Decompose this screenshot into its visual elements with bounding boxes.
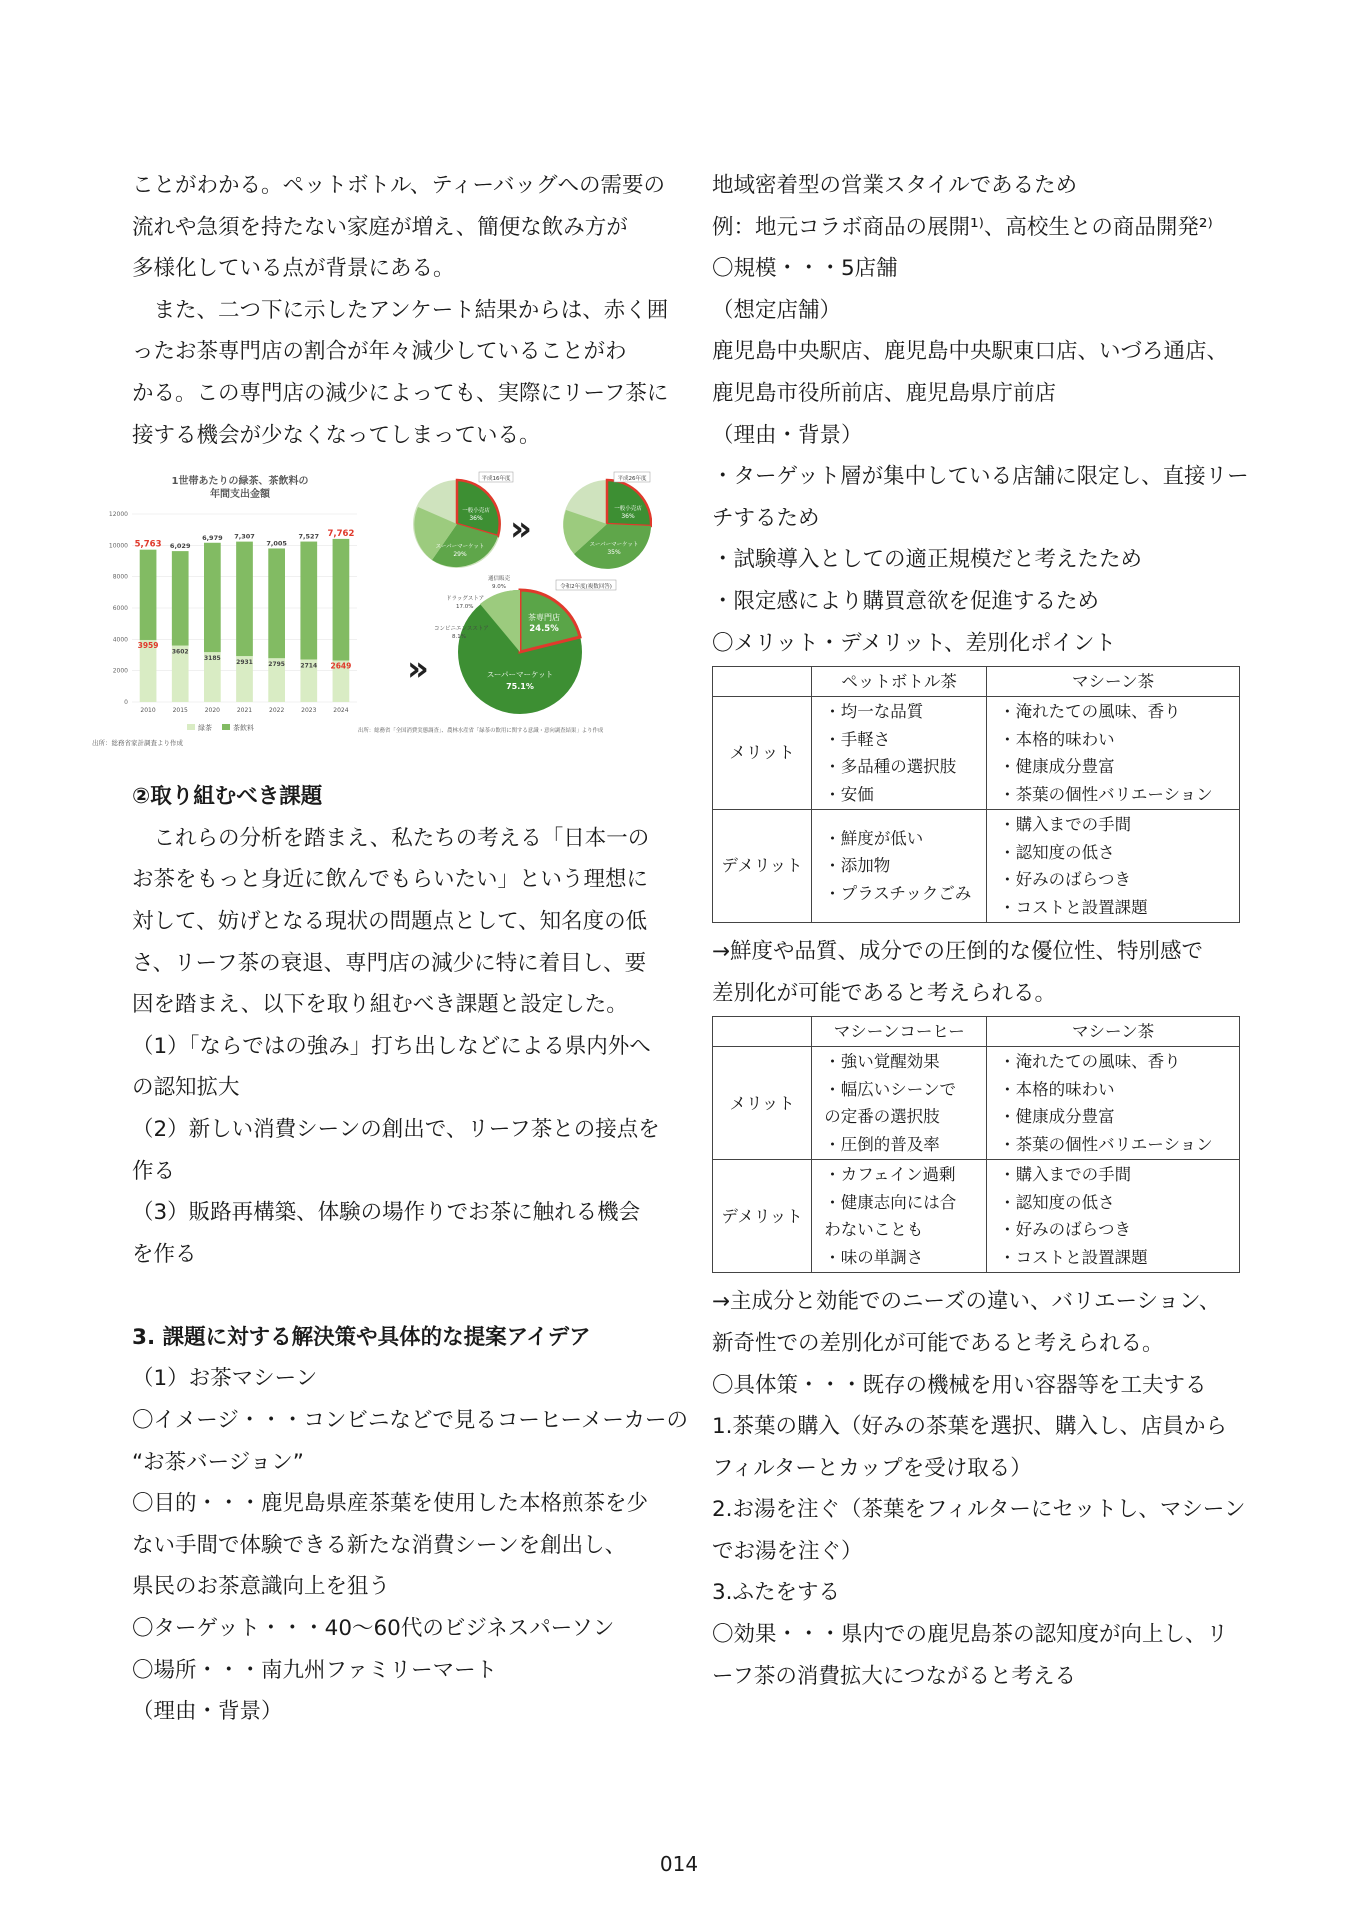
table-cell-item: ・健康志向には合	[824, 1192, 957, 1212]
y-tick-label: 6000	[112, 605, 128, 613]
pie-c-label-specialty-pct: 24.5%	[529, 624, 559, 635]
text-line: 新奇性での差別化が可能であると考えられる。	[712, 1330, 1164, 1356]
x-tick-label: 2021	[236, 707, 253, 715]
bar-tea-drink	[268, 549, 285, 659]
pie-c-label-mail-pct: 9.0%	[492, 584, 506, 591]
text-line: 差別化が可能であると考えられる。	[712, 980, 1057, 1006]
text-line: 地域密着型の営業スタイルであるため	[712, 173, 1078, 198]
page-number: 014	[659, 1852, 699, 1876]
pie-c-label-super: スーパーマーケット	[486, 670, 554, 680]
arrow-b: »	[407, 649, 429, 690]
bar-total-label: 7,005	[266, 539, 287, 548]
y-tick-label: 12000	[108, 511, 128, 519]
table-cell-item: ・鮮度が低い	[824, 828, 924, 848]
table-cell-item: ・味の単調さ	[824, 1247, 924, 1267]
pie-a-label-super: スーパーマーケット	[435, 544, 485, 551]
intro-paragraph	[132, 165, 667, 456]
table-cell-item: ・多品種の選択肢	[824, 757, 957, 777]
section2-heading: ②取り組むべき課題	[132, 784, 323, 810]
text-line: ことがわかる。ペットボトル、ティーバッグへの需要の	[132, 173, 665, 198]
text-line: 1.茶葉の購入（好みの茶葉を選択、購入し、店員から	[712, 1414, 1228, 1440]
pie-a-label-super-pct: 29%	[453, 551, 467, 559]
text-line: 〇ターゲット・・・40～60代のビジネスパーソン	[132, 1616, 615, 1642]
text-line: 因を踏まえ、以下を取り組むべき課題と設定した。	[132, 992, 628, 1018]
text-line: ・ターゲット層が集中している店舗に限定し、直接リー	[712, 464, 1249, 490]
table-cell-item: ・購入までの手間	[999, 815, 1132, 835]
bar-base-label: 2931	[236, 659, 253, 667]
pie-a-label-general-pct: 36%	[469, 515, 483, 523]
table-cell-item: ・均一な品質	[824, 702, 924, 722]
pie-chart-h16	[413, 472, 513, 568]
text-line: 3.ふたをする	[712, 1580, 841, 1606]
right-column	[712, 165, 1249, 1697]
table-cell-item: ・添加物	[824, 856, 891, 876]
table-cell-item: ・コストと設置課題	[999, 1247, 1148, 1267]
table-cell-item: ・強い覚醒効果	[824, 1052, 940, 1072]
legend-label-tea-drink: 茶飲料	[233, 724, 254, 733]
table-cell-item: ・コストと設置課題	[999, 897, 1148, 917]
table-cell-item: ・好みのばらつき	[999, 1220, 1131, 1240]
table2-row-merit: メリット	[713, 1047, 812, 1160]
pie-c-label-specialty: 茶専門店	[528, 613, 560, 623]
table2-row-demerit: デメリット	[713, 1160, 812, 1273]
table-cell-item: わないことも	[824, 1220, 924, 1240]
pie-c-label-mail: 通信販売	[488, 576, 511, 583]
bar-base-label: 3185	[204, 655, 221, 663]
x-tick-label: 2023	[301, 707, 317, 715]
table-cell-item: ・淹れたての風味、香り	[999, 1052, 1181, 1072]
bar-chart-source: 出所：総務省家計調査より作成	[92, 739, 183, 748]
table-cell-item: ・好みのばらつき	[999, 870, 1131, 890]
comparison-table-pet-bottle	[712, 666, 1240, 923]
table2-demerit-col2	[987, 1160, 1240, 1273]
table-cell-item: ・健康成分豊富	[999, 757, 1115, 777]
text-line: チするため	[712, 505, 820, 531]
legend-label-green-tea: 緑茶	[198, 724, 212, 733]
text-line: 流れや急須を持たない家庭が増え、簡便な飲み方が	[132, 214, 628, 240]
text-line: ・試験導入としての適正規模だと考えたため	[712, 547, 1143, 573]
text-line: （1）お茶マシーン	[132, 1366, 318, 1392]
bar-total-label: 6,029	[169, 542, 191, 551]
text-line: 接する機会が少なくなってしまっている。	[132, 422, 541, 448]
bar-total-label: 6,979	[202, 533, 223, 542]
store-details	[712, 165, 1249, 664]
pie-chart-h26	[563, 472, 651, 569]
pie-c-label-conv: コンビニエンスストア	[434, 626, 489, 633]
bar-tea-drink	[300, 542, 317, 660]
section2-body	[132, 818, 667, 1276]
text-line: 多様化している点が背景にある。	[132, 256, 455, 282]
y-tick-label: 0	[124, 699, 128, 707]
text-line: （理由・背景）	[132, 1699, 283, 1725]
bar-base-label: 2795	[268, 661, 285, 669]
table-cell-item: ・認知度の低さ	[999, 1192, 1115, 1212]
text-line: 鹿児島市役所前店、鹿児島県庁前店	[712, 380, 1057, 406]
pie-b-label-super: スーパーマーケット	[589, 542, 639, 549]
text-line: ない手間で体験できる新たな消費シーンを創出し、	[132, 1532, 627, 1558]
text-line: “お茶バージョン”	[132, 1449, 304, 1475]
pie-b-tag: 平成26年度	[617, 476, 647, 483]
table2-demerit-col1	[812, 1160, 987, 1273]
bar-base-label: 3959	[137, 641, 159, 651]
text-line: フィルターとカップを受け取る）	[712, 1455, 1032, 1481]
table2-merit-col2	[987, 1047, 1240, 1160]
text-line: 〇メリット・デメリット、差別化ポイント	[712, 630, 1116, 656]
table1-conclusion	[712, 931, 1240, 1014]
bar-total-label: 5,763	[134, 539, 162, 550]
text-line: 2.お湯を注ぐ（茶葉をフィルターにセットし、マシーン	[712, 1497, 1246, 1523]
x-tick-label: 2010	[140, 707, 156, 715]
text-line: （2）新しい消費シーンの創出で、リーフ茶との接点を	[132, 1116, 660, 1142]
table1-row-merit: メリット	[713, 697, 812, 810]
y-tick-label: 8000	[112, 573, 128, 581]
text-line: かる。この専門店の減少によっても、実際にリーフ茶に	[132, 380, 669, 406]
table2-header-col1: マシーンコーヒー	[812, 1017, 987, 1047]
arrow-a: »	[510, 509, 532, 550]
text-line: →鮮度や品質、成分での圧倒的な優位性、特別感で	[712, 939, 1204, 965]
table-cell-item: ・カフェイン過剰	[824, 1165, 956, 1185]
table-cell-item: ・本格的味わい	[999, 729, 1115, 749]
pie-b-label-super-pct: 35%	[607, 549, 621, 557]
bar-base-label: 3602	[171, 648, 189, 656]
table-cell-item: の定番の選択肢	[824, 1107, 940, 1127]
table-cell-item: ・本格的味わい	[999, 1079, 1115, 1099]
pie-a-tag: 平成16年度	[481, 476, 511, 483]
text-line: 対して、妨げとなる現状の問題点として、知名度の低	[132, 908, 648, 934]
text-line: これらの分析を踏まえ、私たちの考える「日本一の	[132, 825, 650, 851]
text-line: →主成分と効能でのニーズの違い、バリエーション、	[712, 1289, 1221, 1315]
bar-total-label: 7,307	[234, 532, 255, 541]
section3-body	[132, 1358, 688, 1732]
table1-merit-col2	[987, 697, 1240, 810]
text-line: ・限定感により購買意欲を促進するため	[712, 588, 1100, 614]
pie-charts	[352, 462, 652, 762]
text-line: また、二つ下に示したアンケート結果からは、赤く囲	[132, 297, 669, 323]
legend-swatch-green-tea	[187, 724, 195, 730]
bar-base-label: 2649	[330, 661, 352, 671]
text-line: お茶をもっと身近に飲んでもらいたい」という理想に	[132, 867, 649, 893]
statistics-figure	[92, 462, 652, 762]
table1-merit-col1	[812, 697, 987, 810]
text-line: を作る	[132, 1241, 197, 1267]
table-cell-item: ・安価	[824, 784, 874, 804]
table-cell-item: ・茶葉の個性バリエーション	[999, 784, 1213, 804]
text-line: 〇規模・・・5店舗	[712, 256, 898, 282]
table1-row-demerit: デメリット	[713, 810, 812, 923]
y-tick-label: 10000	[108, 542, 128, 550]
bar-tea-drink	[333, 539, 350, 661]
pie-c-label-super-pct: 75.1%	[506, 682, 534, 692]
table-cell-item: ・プラスチックごみ	[824, 883, 972, 903]
bar-chart-title-1: 1世帯あたりの緑茶、茶飲料の	[171, 476, 309, 488]
x-tick-label: 2015	[172, 707, 188, 715]
x-tick-label: 2024	[333, 707, 349, 715]
bar-tea-drink	[140, 550, 157, 640]
table2-header-col2: マシーン茶	[987, 1017, 1240, 1047]
section3-heading: 3. 課題に対する解決策や具体的な提案アイデア	[132, 1324, 591, 1350]
pie-c-label-drug: ドラッグストア	[446, 596, 485, 603]
text-line: 〇効果・・・県内での鹿児島茶の認知度が向上し、リ	[712, 1622, 1229, 1648]
pie-a-label-general: 一般小売店	[462, 508, 490, 515]
text-line: （理由・背景）	[712, 422, 863, 448]
x-tick-label: 2020	[204, 707, 220, 715]
bar-chart	[92, 462, 362, 762]
text-line: 例：地元コラボ商品の展開¹⁾、高校生との商品開発²⁾	[712, 214, 1213, 240]
proposal-details	[712, 1281, 1246, 1697]
table1-header-col1: ペットボトル茶	[812, 667, 987, 697]
text-line: 〇イメージ・・・コンビニなどで見るコーヒーメーカーの	[132, 1408, 688, 1434]
y-tick-label: 2000	[112, 667, 128, 675]
table2-merit-col1	[812, 1047, 987, 1160]
text-line: 県民のお茶意識向上を狙う	[132, 1574, 391, 1600]
table1-header-col2: マシーン茶	[987, 667, 1240, 697]
table-cell-item: ・幅広いシーンで	[824, 1079, 956, 1099]
table-cell-item: ・茶葉の個性バリエーション	[999, 1134, 1213, 1154]
table-cell-item: ・認知度の低さ	[999, 842, 1115, 862]
text-line: 鹿児島中央駅店、鹿児島中央駅東口店、いづろ通店、	[712, 339, 1229, 365]
table-cell-item: ・購入までの手間	[999, 1165, 1132, 1185]
table-cell-item: ・手軽さ	[824, 729, 891, 749]
text-line: 作る	[132, 1158, 176, 1184]
text-line: でお湯を注ぐ）	[712, 1538, 863, 1564]
pie-charts-source: 出所：総務省「全国消費実態調査」、農林水産省「緑茶の飲用に関する意識・意向調査結果」より作成	[358, 728, 604, 735]
table1-demerit-col2	[987, 810, 1240, 923]
text-line: 〇具体策・・・既存の機械を用い容器等を工夫する	[712, 1372, 1207, 1398]
legend-swatch-tea-drink	[222, 724, 230, 730]
pie-chart-r2	[434, 574, 616, 714]
bar-base-label: 2714	[300, 662, 318, 670]
text-line: （3）販路再構築、体験の場作りでお茶に触れる機会	[132, 1200, 641, 1226]
table-cell-item: ・健康成分豊富	[999, 1107, 1115, 1127]
text-line: さ、リーフ茶の衰退、専門店の減少に特に着目し、要	[132, 950, 647, 976]
y-tick-label: 4000	[112, 636, 128, 644]
text-line: 〇場所・・・南九州ファミリーマート	[132, 1657, 498, 1683]
pie-c-label-drug-pct: 17.0%	[456, 604, 474, 611]
text-line: 〇目的・・・鹿児島県産茶葉を使用した本格煎茶を少	[132, 1491, 649, 1517]
pie-c-label-conv-pct: 8.1%	[452, 634, 466, 641]
bar-tea-drink	[204, 543, 221, 652]
x-tick-label: 2022	[269, 707, 285, 715]
text-line: ーフ茶の消費拡大につながると考える	[712, 1663, 1076, 1689]
table-cell-item: ・圧倒的普及率	[824, 1134, 940, 1154]
text-line: （1）「ならではの強み」打ち出しなどによる県内外へ	[132, 1033, 651, 1059]
bar-tea-drink	[236, 542, 253, 656]
pie-b-label-general-pct: 36%	[621, 513, 635, 521]
table-cell-item: ・淹れたての風味、香り	[999, 702, 1181, 722]
pie-b-label-general: 一般小売店	[614, 506, 642, 513]
bar-total-label: 7,762	[327, 529, 355, 540]
bar-total-label: 7,527	[298, 532, 320, 541]
text-line: （想定店舗）	[712, 297, 842, 323]
bar-chart-title-2: 年間支出金額	[210, 489, 270, 501]
table1-demerit-col1	[812, 810, 987, 923]
comparison-table-coffee	[712, 1016, 1240, 1273]
text-line: ったお茶専門店の割合が年々減少していることがわ	[132, 339, 627, 365]
left-column	[92, 165, 688, 1733]
pie-c-tag: 令和2年度(複数回答)	[560, 584, 612, 591]
bar-tea-drink	[172, 551, 189, 645]
text-line: の認知拡大	[132, 1075, 240, 1101]
